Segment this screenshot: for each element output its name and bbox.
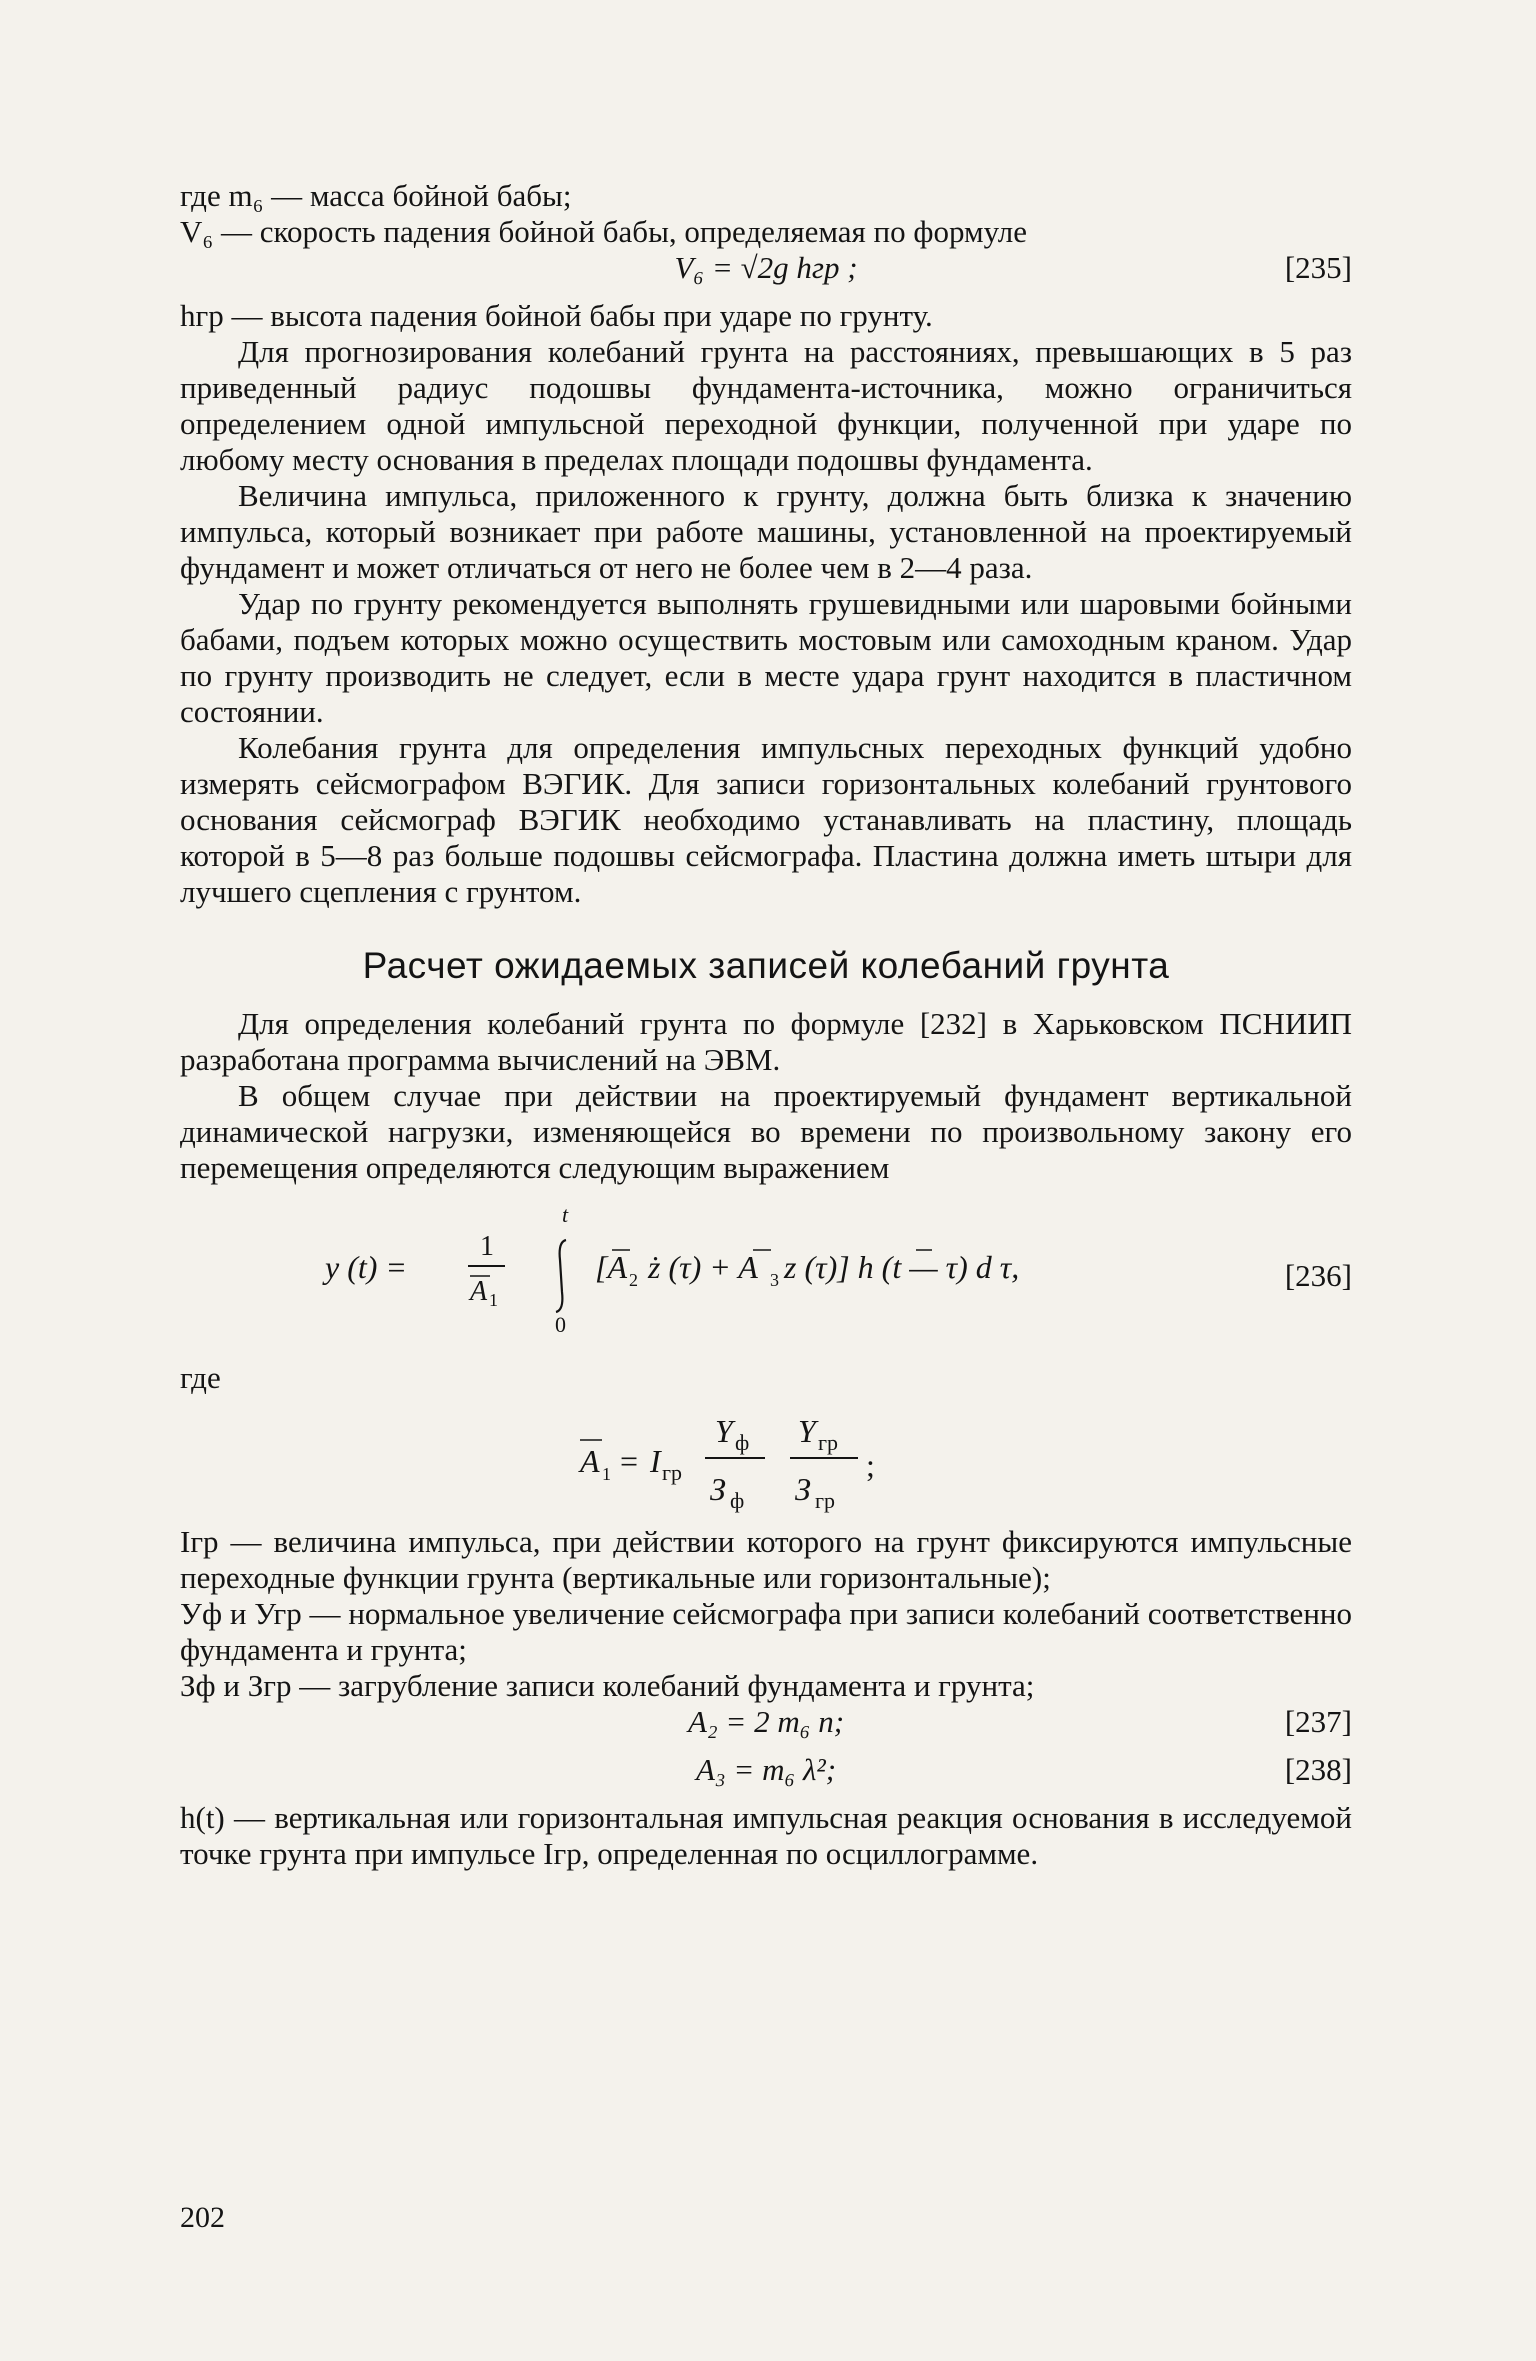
svg-text:ż (τ) + A: ż (τ) + A (648, 1249, 758, 1285)
text-where: где (180, 1360, 221, 1395)
formula-238: A₃ = m₆ λ²; (695, 1752, 837, 1787)
svg-text:1: 1 (489, 1290, 498, 1310)
svg-text:Y: Y (798, 1413, 816, 1449)
equation-a1 (180, 1396, 1352, 1524)
paragraph-impulse: Величина импульса, приложенного к грунту, должна быть близка к значению импульса, который возникает при работе машины, установленной на проектируемый фундамент и может отличаться от него не более чем в 2—4 раза. (180, 478, 1352, 585)
section-heading: Расчет ожидаемых записей колебаний грунта (362, 945, 1170, 986)
text-line-igr: Iгр — величина импульса, при действии которого на грунт фиксируются импульсные переходные функции грунта (вертикальные или горизонтальные); (180, 1524, 1352, 1595)
svg-text:A: A (580, 1443, 600, 1479)
svg-text:y (t) =: y (t) = (325, 1249, 407, 1285)
svg-text:гр: гр (662, 1460, 683, 1485)
svg-text:t: t (562, 1202, 569, 1227)
svg-text:=: = (620, 1443, 639, 1479)
paragraph-seismograph: Колебания грунта для определения импульсных переходных функций удобно измерять сейсмографом ВЭГИК. Для записи горизонтальных колебаний грунтового основания сейсмограф ВЭГИК необходимо устанавливать на пластину, площадь которой в 5—8 раз больше подошвы сейсмографа. Пластина должна иметь штыри для лучшего сцепления с грунтом. (180, 730, 1352, 909)
svg-text:A: A (470, 1276, 488, 1307)
svg-text:z (τ)] h (t — τ) d τ,: z (τ)] h (t — τ) d τ, (784, 1249, 1020, 1285)
text-line-uf: Уф и Угр — нормальное увеличение сейсмографа при записи колебаний соответственно фундамента и грунта; (180, 1596, 1352, 1667)
svg-text:Y: Y (715, 1413, 733, 1449)
svg-text:ф: ф (730, 1488, 745, 1513)
svg-text:ф: ф (735, 1430, 750, 1455)
text-line-zf: Зф и Згр — загрубление записи колебаний фундамента и грунта; (180, 1668, 1035, 1703)
page-number: 202 (180, 2201, 225, 2234)
svg-text:[A: [A (595, 1249, 627, 1285)
svg-text:1: 1 (602, 1464, 611, 1484)
paragraph-impact: Удар по грунту рекомендуется выполнять грушевидными или шаровыми бойными бабами, подъем которых можно осуществить мостовым или самоходным краном. Удар по грунту производить не следует, если в месте удара грунт находится в пластичном состоянии. (180, 586, 1352, 729)
paragraph-forecast: Для прогнозирования колебаний грунта на расстояниях, превышающих в 5 раз приведенный радиус подошвы фундамента-источника, можно ограничиться определением одной импульсной переходной функции, полученной при ударе по любому месту основания в пределах площади подошвы фундамента. (180, 334, 1352, 477)
equation-236 (180, 1200, 1352, 1350)
svg-text:3: 3 (770, 1270, 779, 1290)
paragraph-program: Для определения колебаний грунта по формуле [232] в Харьковском ПСНИИП разработана программа вычислений на ЭВМ. (180, 1006, 1352, 1077)
text-line-m6: где m₆ — масса бойной бабы; (180, 178, 572, 213)
equation-238 (180, 1752, 1352, 1800)
svg-text:З: З (710, 1471, 726, 1507)
text-line-v6: V₆ — скорость падения бойной бабы, определяемая по формуле (180, 214, 1027, 249)
equation-number-235: [235] (1284, 250, 1352, 285)
equation-number-236: [236] (1284, 1258, 1352, 1293)
equation-number-238: [238] (1284, 1752, 1352, 1787)
formula-a1-graphic (180, 1396, 1352, 1524)
equation-237 (180, 1704, 1352, 1752)
paragraph-general-case: В общем случае при действии на проектируемый фундамент вертикальной динамической нагрузки, изменяющейся во времени по произвольному закону его перемещения определяются следующим выражением (180, 1078, 1352, 1185)
text-line-ht: h(t) — вертикальная или горизонтальная импульсная реакция основания в исследуемой точке грунта при импульсе Iгр, определенная по осциллограмме. (180, 1800, 1352, 1871)
svg-text:гр: гр (815, 1488, 836, 1513)
formula-237: A₂ = 2 m₆ n; (687, 1704, 845, 1739)
text-line-hgr: hгр — высота падения бойной бабы при ударе по грунту. (180, 298, 933, 333)
svg-text:З: З (795, 1471, 811, 1507)
svg-text:2: 2 (629, 1270, 638, 1290)
svg-text:гр: гр (818, 1430, 839, 1455)
svg-text:;: ; (866, 1447, 875, 1483)
svg-text:I: I (650, 1443, 661, 1479)
equation-number-237: [237] (1284, 1704, 1352, 1739)
formula-236-graphic (180, 1200, 1352, 1350)
formula-235: V₆ = √2g hгр ; (674, 250, 858, 285)
page-body (180, 178, 1352, 1872)
equation-235 (180, 250, 1352, 298)
svg-text:0: 0 (555, 1312, 566, 1337)
svg-text:1: 1 (480, 1231, 494, 1262)
